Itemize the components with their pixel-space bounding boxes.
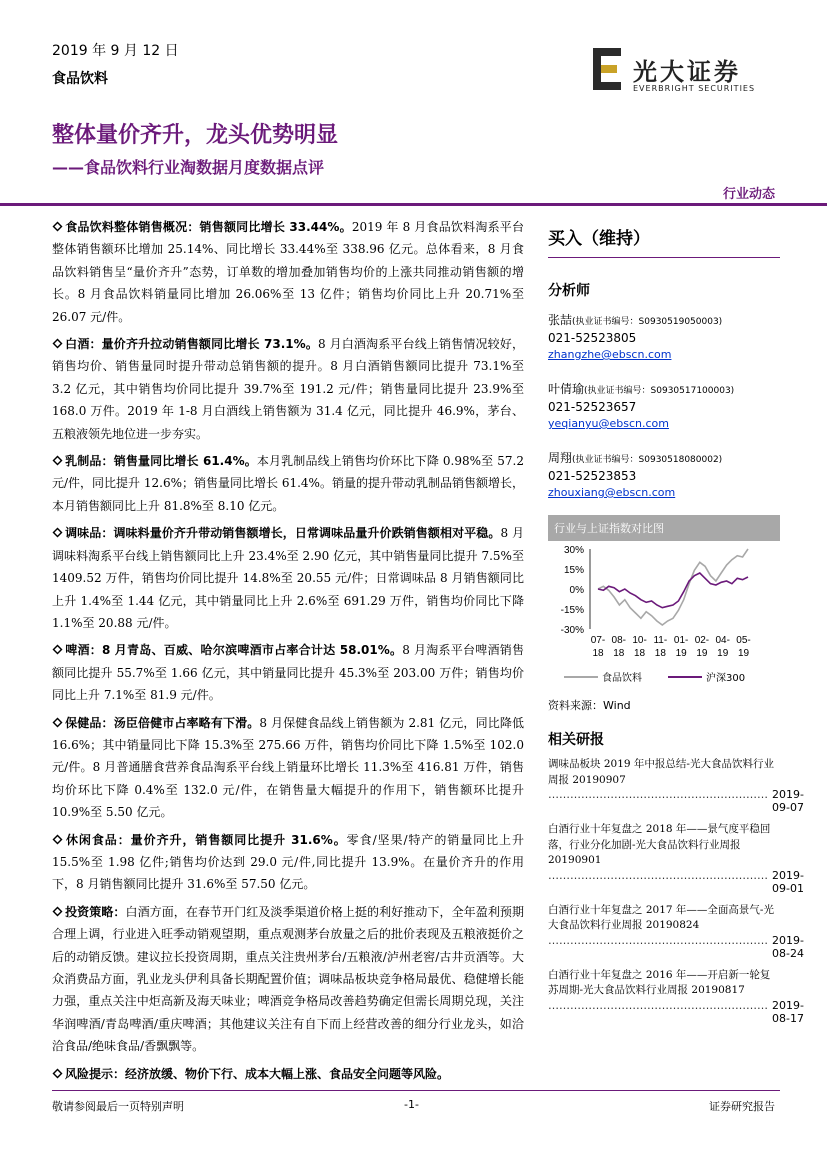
y-tick-label: 0% <box>569 585 584 596</box>
paragraph-baijiu <box>52 333 524 445</box>
analyst-license: (执业证书编号：S0930517100003) <box>584 386 735 396</box>
analyst-card <box>548 381 780 432</box>
paragraph-head: 休闲食品：量价齐升，销售额同比提升 31.6%。 <box>65 832 347 847</box>
related-title: 相关研报 <box>548 732 604 748</box>
sidebar <box>548 216 804 1025</box>
disclaimer-note: 敬请参阅最后一页特别声明 <box>52 1100 184 1113</box>
x-tick-label: 04- <box>715 635 730 646</box>
analyst-email-link[interactable]: yeqianyu@ebscn.com <box>548 417 669 430</box>
legend-label: 沪深300 <box>706 673 746 684</box>
y-tick-label: 15% <box>563 565 584 576</box>
paragraph-text: 2019 年 8 月食品饮料淘系平台整体销售额环比增加 25.14%、同比增长 33.44%至 338.96 亿元。总体看来，8 月食品饮料销售呈“量价齐升”态势，订单数的增加叠加销售均价的上涨共同推动销售额的增长。8 月食品饮料销量同比增加 26.06%至 13 亿件；销售均价同比上升 20.71%至 26.07 元/件。 <box>52 220 524 324</box>
paragraph-text: 8 月保健食品线上销售额为 2.81 亿元，同比降低 16.6%；其中销量同比下降 15.3%至 275.66 万件，销售均价同比下降 1.5%至 102.0 元/件。8 月普通膳食营养食品淘系平台线上销量环比增长 11.3%至 416.81 万件，销售均价环比下降 0.4%至 132.0 元/件，在销售量大幅提升的作用下，销售额环比提升 10.9%至 5.50 亿元。 <box>52 715 524 820</box>
diamond-bullet-icon <box>52 906 63 917</box>
analyst-license: (执业证书编号：S0930518080002) <box>572 455 723 465</box>
paragraph-text: 8 月调味料淘系平台线上销售额同比上升 23.4%至 2.90 亿元，其中销售量同比提升 7.5%至 1409.52 万件，销售均价同比提升 14.8%至 20.55 元/件；日常调味品 8 月销售额同比上升 1.4%至 1.44 亿元，其中销量同比上升 2.6%至 691.29 万件，销售均价同比下降 1.1%至 20.88 元/件。 <box>52 526 524 630</box>
y-tick-label: -30% <box>560 625 584 636</box>
x-tick-label: 05- <box>736 635 751 646</box>
related-report[interactable] <box>548 757 804 814</box>
x-tick-label: 11- <box>653 635 668 646</box>
body-column <box>52 216 524 1090</box>
x-tick-label: 19 <box>717 648 729 659</box>
x-tick-label: 18 <box>634 648 646 659</box>
x-tick-label: 07- <box>590 635 606 646</box>
paragraph-beer <box>52 639 524 706</box>
analysts-title: 分析师 <box>548 283 590 299</box>
diamond-bullet-icon <box>52 455 63 466</box>
report-category: 证券研究报告 <box>709 1100 775 1113</box>
x-tick-label: 10- <box>632 635 647 646</box>
sector-label: 食品饮料 <box>52 71 108 87</box>
paragraph-head: 投资策略： <box>65 904 126 919</box>
leader-dots: …………………………………………………… <box>548 788 768 801</box>
leader-dots: …………………………………………………… <box>548 868 768 882</box>
x-tick-label: 19 <box>737 648 750 659</box>
sidebar-divider <box>548 257 780 258</box>
analyst-card <box>548 450 780 501</box>
paragraph-dairy <box>52 450 524 517</box>
diamond-bullet-icon <box>52 717 63 728</box>
y-tick-label: -15% <box>560 605 584 616</box>
diamond-bullet-icon <box>52 527 63 538</box>
logo-mark-icon <box>593 48 621 90</box>
related-report-date: 2019-09-07 <box>772 788 804 814</box>
analyst-name: 叶倩瑜 <box>548 382 585 396</box>
paragraph-risk <box>52 1063 524 1085</box>
related-report-date: 2019-08-24 <box>772 933 804 960</box>
diamond-bullet-icon <box>52 1068 63 1079</box>
related-report-date: 2019-08-17 <box>772 998 804 1025</box>
diamond-bullet-icon <box>52 338 63 349</box>
paragraph-text: 本月乳制品线上销售均价环比下降 0.98%至 57.2 元/件，同比提升 12.6%；销售量同比增长 61.4%。销量的提升带动乳制品销售额增长，本月销售额同比上升 81.8%至 8.10 亿元。 <box>52 454 524 513</box>
paragraph-condiments <box>52 522 524 634</box>
related-report-title[interactable]: 白酒行业十年复盘之 2018 年——景气度平稳回落，行业分化加剧-光大食品饮料行业周报 20190901 <box>548 823 771 866</box>
report-subtitle: ——食品饮料行业淘数据月度数据点评 <box>52 158 325 177</box>
paragraph-text: 白酒方面，在春节开门红及淡季渠道价格上挺的利好推动下，全年盈利预期合理上调，行业进入旺季动销观望期，重点观测茅台放量之后的批价表现及五粮液挺价之后的动销反馈。建议拉长投资周期，重点关注贵州茅台/五粮液/泸州老窖/古井贡酒等。大众消费品方面，乳业龙头伊利具备长期配置价值；调味品板块竞争格局最优、稳健增长能力强，重点关注中炬高新及海天味业；啤酒竞争格局改善趋势确定但需长周期兑现，关注华润啤酒/青岛啤酒/重庆啤酒；其他建议关注有自下而上经营改善的细分行业龙头，如洽洽食品/绝味食品/香飘飘等。 <box>52 904 524 1054</box>
analyst-phone: 021-52523805 <box>548 331 637 345</box>
x-tick-label: 18 <box>592 648 604 659</box>
analyst-phone: 021-52523853 <box>548 469 637 483</box>
paragraph-overview <box>52 216 524 328</box>
diamond-bullet-icon <box>52 221 63 232</box>
footer-divider <box>52 1090 780 1091</box>
related-report[interactable] <box>548 903 804 960</box>
related-report[interactable] <box>548 822 804 895</box>
paragraph-snacks <box>52 829 524 896</box>
y-tick-label: 30% <box>563 545 584 556</box>
x-tick-label: 18 <box>613 648 625 659</box>
report-title: 整体量价齐升，龙头优势明显 <box>52 123 339 148</box>
analyst-license: (执业证书编号：S0930519050003) <box>572 317 723 327</box>
chart-title: 行业与上证指数对比图 <box>548 515 780 541</box>
legend-label: 食品饮料 <box>602 673 642 684</box>
related-report-date: 2019-09-01 <box>772 868 804 895</box>
diamond-bullet-icon <box>52 834 63 845</box>
chart-source: 资料来源：Wind <box>548 699 631 712</box>
analyst-email-link[interactable]: zhangzhe@ebscn.com <box>548 348 672 361</box>
paragraph-head: 食品饮料整体销售概况：销售额同比增长 33.44%。 <box>65 220 352 234</box>
chart-canvas <box>548 543 780 693</box>
leader-dots: …………………………………………………… <box>548 998 768 1012</box>
logo-text-cn: 光大证券 <box>633 57 741 86</box>
x-tick-label: 18 <box>654 648 666 659</box>
rating: 买入（维持） <box>548 229 650 249</box>
related-report[interactable] <box>548 968 804 1025</box>
comparison-chart <box>548 515 780 713</box>
series-line-csi300 <box>598 573 748 608</box>
paragraph-head: 风险提示：经济放缓、物价下行、成本大幅上涨、食品安全问题等风险。 <box>65 1066 450 1081</box>
analyst-email-link[interactable]: zhouxiang@ebscn.com <box>548 486 676 499</box>
paragraph-text: 零食/坚果/特产的销量同比上升 15.5%至 1.98 亿件;销售均价达到 29.0 元/件,同比提升 13.9%。在量价齐升的作用下，8 月销售额同比提升 31.6%至 57.50 亿元。 <box>52 832 524 892</box>
analyst-card <box>548 312 780 363</box>
header-divider <box>0 203 827 206</box>
report-date: 2019 年 9 月 12 日 <box>52 43 179 59</box>
page-number: -1- <box>404 1098 419 1111</box>
related-report-title[interactable]: 调味品板块 2019 年中报总结-光大食品饮料行业周报 20190907 <box>548 758 774 786</box>
x-tick-label: 01- <box>673 635 689 646</box>
analyst-name: 张喆 <box>548 313 573 327</box>
paragraph-text: 8 月淘系平台啤酒销售额同比提升 55.7%至 1.66 亿元，其中销量同比提升 45.3%至 203.00 万件；销售均价同比上升 7.1%至 81.9 元/件。 <box>52 643 524 703</box>
x-tick-label: 19 <box>696 648 708 659</box>
x-tick-label: 02- <box>694 635 710 646</box>
logo-text-en: EVERBRIGHT SECURITIES <box>633 84 756 93</box>
analyst-phone: 021-52523657 <box>548 400 637 414</box>
paragraph-strategy <box>52 901 524 1058</box>
related-report-title[interactable]: 白酒行业十年复盘之 2017 年——全面高景气-光大食品饮料行业周报 20190824 <box>548 903 774 931</box>
related-report-title[interactable]: 白酒行业十年复盘之 2016 年——开启新一轮复苏周期-光大食品饮料行业周报 20190817 <box>548 968 771 996</box>
paragraph-head: 啤酒：8 月青岛、百威、哈尔滨啤酒市占率合计达 58.01%。 <box>65 643 403 658</box>
leader-dots: …………………………………………………… <box>548 933 768 947</box>
x-tick-label: 08- <box>611 635 627 646</box>
x-tick-label: 19 <box>675 648 687 659</box>
company-logo <box>593 48 783 98</box>
paragraph-text: 8 月白酒淘系平台线上销售情况较好，销售均价、销售量同时提升带动总销售额的提升。8 月白酒销售额同比提升 73.1%至 3.2 亿元，其中销售均价同比提升 39.7%至 191.2 元/件；销售量同比提升 23.9%至 168.0 万件。2019 年 1-8 月白酒线上销售额为 31.4 亿元，同比提升 46.9%，茅台、五粮液领先地位进一步夯实。 <box>52 337 524 441</box>
diamond-bullet-icon <box>52 644 63 655</box>
report-type: 行业动态 <box>722 187 775 202</box>
analyst-name: 周翔 <box>548 451 573 465</box>
paragraph-head: 乳制品：销售量同比增长 61.4%。 <box>65 454 257 469</box>
series-line-food-beverage <box>598 549 748 625</box>
paragraph-head: 白酒：量价齐升拉动销售额同比增长 73.1%。 <box>65 337 318 352</box>
paragraph-health <box>52 712 524 824</box>
paragraph-head: 调味品：调味料量价齐升带动销售额增长，日常调味品量升价跌销售额相对平稳。 <box>65 526 501 541</box>
paragraph-head: 保健品：汤臣倍健市占率略有下滑。 <box>65 715 260 730</box>
